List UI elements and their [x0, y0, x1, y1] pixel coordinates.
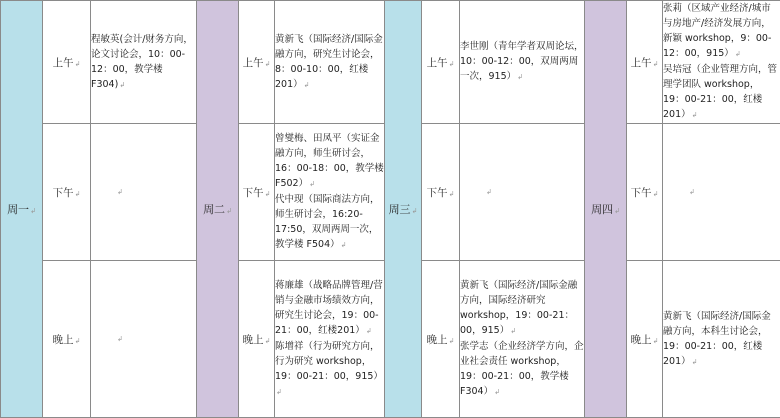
day-monday: 周一↲ [1, 1, 43, 418]
cell-tuesday-afternoon [275, 124, 385, 261]
cell-wednesday-morning [460, 1, 585, 124]
cell-monday-evening: ↲ [91, 261, 197, 418]
period-tuesday-morning: 上午↲ [239, 1, 275, 124]
period-monday-evening: 晚上↲ [43, 261, 91, 418]
period-tuesday-evening: 晚上↲ [239, 261, 275, 418]
cell-tuesday-evening [275, 261, 385, 418]
period-thursday-morning: 上午↲ [627, 1, 663, 124]
entry-thursday-morning-1: 张莉（区域产业经济/城市与房地产/经济发展方向，新颖 workshop，9：00-12：00，915）↲ [663, 1, 780, 62]
entry-tuesday-evening-1: 蒋廉雄（战略品牌管理/营销与金融市场绩效方向，研究生讨论会，19：00-21：00，红楼201）↲ [275, 278, 384, 339]
day-wednesday: 周三↲ [385, 1, 422, 418]
period-thursday-evening: 晚上↲ [627, 261, 663, 418]
cell-monday-morning [91, 1, 197, 124]
period-tuesday-afternoon: 下午↲ [239, 124, 275, 261]
cell-tuesday-morning [275, 1, 385, 124]
entry-tuesday-evening-2: 陈增祥（行为研究方向，行为研究 workshop，19：00-21：00，915）↲ [275, 339, 384, 400]
period-wednesday-morning: 上午↲ [422, 1, 460, 124]
cell-wednesday-evening [460, 261, 585, 418]
period-wednesday-evening: 晚上↲ [422, 261, 460, 418]
row-morning [1, 1, 780, 124]
entry-thursday-morning-2: 吴培冠（企业管理方向，管理学团队 workshop，19：00-21：00，红楼 201）↲ [663, 62, 780, 123]
entry-tuesday-morning-1: 黄新飞（国际经济/国际金融方向，研究生讨论会，8：00-10：00，红楼 201）↲ [275, 32, 384, 93]
period-thursday-afternoon: 下午↲ [627, 124, 663, 261]
entry-tuesday-afternoon-1: 曾燮梅、田凤平（实证金融方向，师生研讨会，16：00-18：00，教学楼 F502）↲ [275, 131, 384, 192]
day-tuesday: 周二↲ [197, 1, 239, 418]
cell-thursday-evening [663, 261, 780, 418]
entry-monday-morning-1: 程敏英(会计/财务方向，论文讨论会，10：00-12：00，教学楼F304)↲ [91, 32, 196, 93]
entry-wednesday-morning-1: 李世刚（青年学者双周论坛，10：00-12：00，双周两周一次，915）↲ [460, 39, 584, 85]
cell-thursday-afternoon: ↲ [663, 124, 780, 261]
cell-thursday-morning [663, 1, 780, 124]
period-monday-morning: 上午↲ [43, 1, 91, 124]
period-wednesday-afternoon: 下午↲ [422, 124, 460, 261]
day-thursday: 周四↲ [585, 1, 627, 418]
cell-monday-afternoon: ↲ [91, 124, 197, 261]
cell-wednesday-afternoon: ↲ [460, 124, 585, 261]
entry-tuesday-afternoon-2: 代中现（国际商法方向，师生研讨会，16:20-17:50，双周两周一次，教学楼 F504）↲ [275, 192, 384, 253]
entry-thursday-evening-1: 黄新飞（国际经济/国际金融方向，本科生讨论会，19：00-21：00，红楼 201）↲ [663, 309, 780, 370]
entry-wednesday-evening-2: 张学志（企业经济学方向，企业社会责任 workshop，19：00-21：00，教学楼F304）↲ [460, 339, 584, 400]
entry-wednesday-evening-1: 黄新飞（国际经济/国际金融方向，国际经济研究workshop，19：00-21：00，915）↲ [460, 278, 584, 339]
period-monday-afternoon: 下午↲ [43, 124, 91, 261]
